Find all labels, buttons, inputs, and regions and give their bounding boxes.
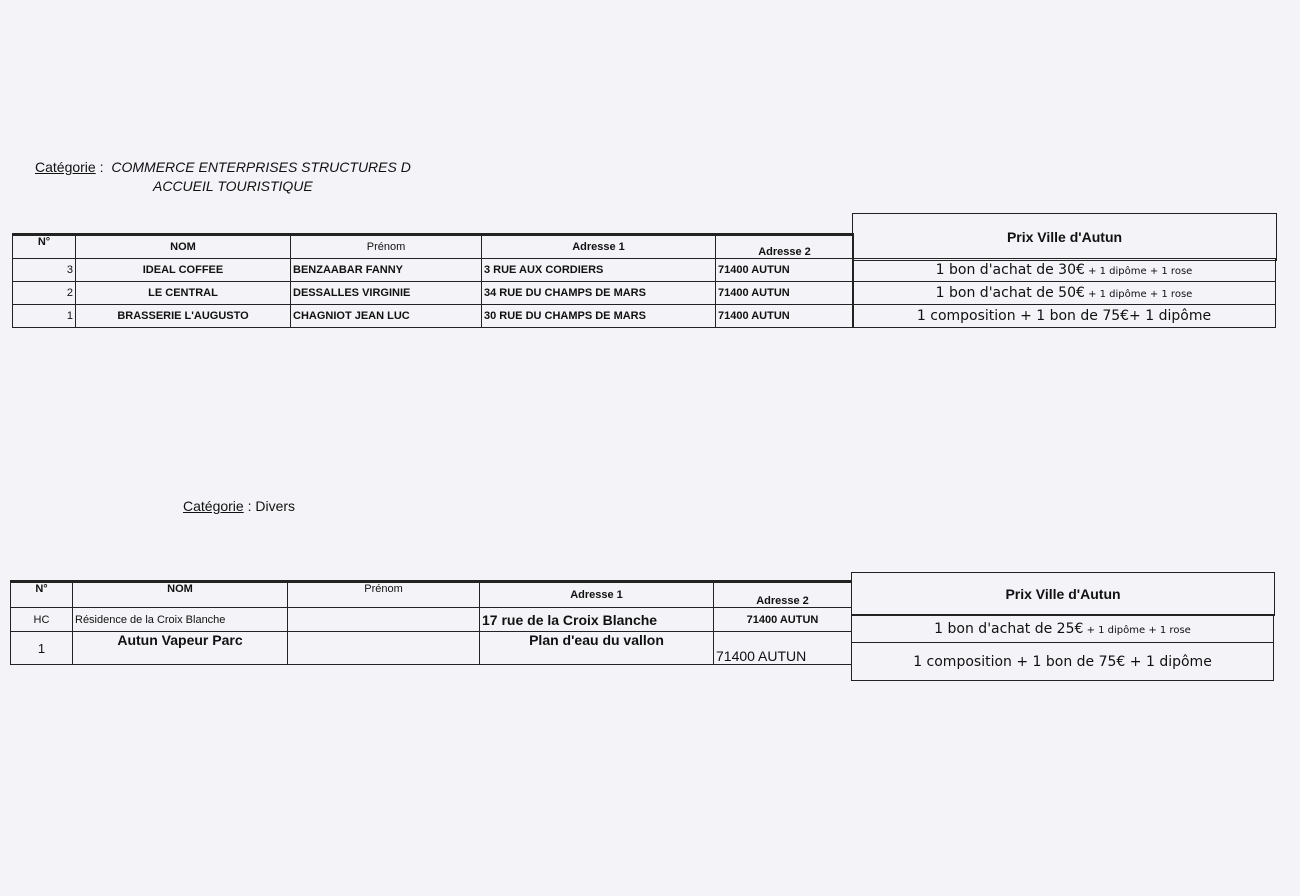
prize-header-label: Prix Ville d'Autun xyxy=(1005,586,1121,602)
cell-adresse2: 71400 AUTUN xyxy=(714,632,852,665)
header-num: N° xyxy=(13,235,76,259)
table-row xyxy=(13,259,854,282)
cell-nom: Autun Vapeur Parc xyxy=(73,632,288,665)
cell-prenom: DESSALLES VIRGINIE xyxy=(291,282,482,305)
awards-table-divers xyxy=(10,580,852,665)
prize-column-header xyxy=(851,572,1275,616)
cell-num: HC xyxy=(11,608,73,632)
cell-num: 3 xyxy=(13,259,76,282)
cell-adresse1: 3 RUE AUX CORDIERS xyxy=(482,259,716,282)
header-adresse1: Adresse 1 xyxy=(482,235,716,259)
cell-num: 1 xyxy=(11,632,73,665)
cell-prenom xyxy=(288,608,480,632)
cell-prenom: CHAGNIOT JEAN LUC xyxy=(291,305,482,328)
cell-prize: 1 composition + 1 bon de 75€+ 1 dipôme xyxy=(853,305,1276,328)
table-row xyxy=(13,282,854,305)
category-label: Catégorie xyxy=(183,498,244,514)
cell-nom: IDEAL COFFEE xyxy=(76,259,291,282)
table-row xyxy=(13,305,854,328)
category-heading-divers: Catégorie : Divers xyxy=(183,498,296,514)
prize-table-commerce xyxy=(852,258,1276,328)
cell-prize: 1 bon d'achat de 50€ + 1 dipôme + 1 rose xyxy=(853,282,1276,305)
cell-adresse1: Plan d'eau du vallon xyxy=(480,632,714,665)
cell-adresse2: 71400 AUTUN xyxy=(716,282,854,305)
header-adresse2: Adresse 2 xyxy=(716,235,854,259)
cell-num: 1 xyxy=(13,305,76,328)
cell-nom: Résidence de la Croix Blanche xyxy=(73,608,288,632)
header-nom: NOM xyxy=(76,235,291,259)
prize-header-label: Prix Ville d'Autun xyxy=(1006,229,1123,245)
prize-table-divers xyxy=(851,614,1274,681)
cell-adresse2: 71400 AUTUN xyxy=(714,608,852,632)
cell-adresse1: 30 RUE DU CHAMPS DE MARS xyxy=(482,305,716,328)
cell-adresse2: 71400 AUTUN xyxy=(716,259,854,282)
category-name-line1: COMMERCE ENTERPRISES STRUCTURES D xyxy=(111,159,411,175)
header-prenom: Prénom xyxy=(291,235,482,259)
cell-prize: 1 bon d'achat de 25€ + 1 dipôme + 1 rose xyxy=(852,615,1274,643)
cell-adresse1: 34 RUE DU CHAMPS DE MARS xyxy=(482,282,716,305)
cell-prenom xyxy=(288,632,480,665)
awards-table-commerce xyxy=(12,233,854,328)
category-name: Divers xyxy=(255,498,296,514)
cell-nom: LE CENTRAL xyxy=(76,282,291,305)
category-name-line2: ACCUEIL TOURISTIQUE xyxy=(153,178,313,194)
table-row xyxy=(11,608,852,632)
prize-row xyxy=(852,643,1274,681)
prize-row xyxy=(853,259,1276,282)
header-nom: NOM xyxy=(73,582,288,608)
cell-prize: 1 composition + 1 bon de 75€ + 1 dipôme xyxy=(852,643,1274,681)
cell-prize: 1 bon d'achat de 30€ + 1 dipôme + 1 rose xyxy=(853,259,1276,282)
header-num: N° xyxy=(11,582,73,608)
category-heading-commerce: Catégorie : COMMERCE ENTERPRISES STRUCTURES D ACCUEIL TOURISTIQUE xyxy=(35,159,411,194)
prize-row xyxy=(853,305,1276,328)
header-prenom: Prénom xyxy=(288,582,480,608)
table-row xyxy=(11,632,852,665)
cell-nom: BRASSERIE L'AUGUSTO xyxy=(76,305,291,328)
header-adresse2: Adresse 2 xyxy=(714,582,852,608)
cell-num: 2 xyxy=(13,282,76,305)
cell-prenom: BENZAABAR FANNY xyxy=(291,259,482,282)
prize-column-header xyxy=(852,213,1277,261)
category-label: Catégorie xyxy=(35,159,96,175)
prize-row xyxy=(852,615,1274,643)
prize-row xyxy=(853,282,1276,305)
header-adresse1: Adresse 1 xyxy=(480,582,714,608)
cell-adresse1: 17 rue de la Croix Blanche xyxy=(480,608,714,632)
cell-adresse2: 71400 AUTUN xyxy=(716,305,854,328)
